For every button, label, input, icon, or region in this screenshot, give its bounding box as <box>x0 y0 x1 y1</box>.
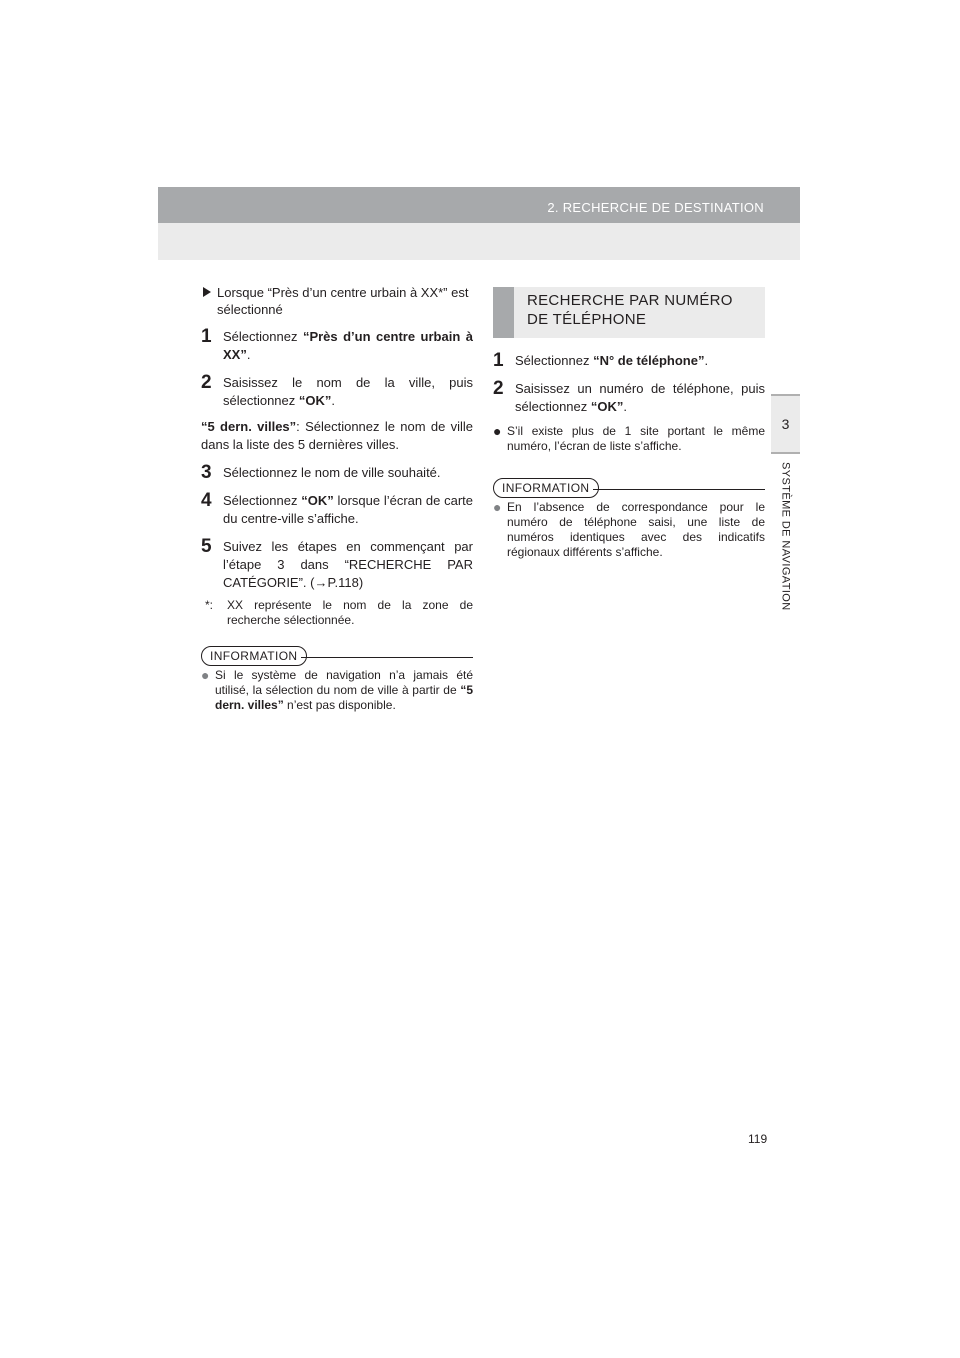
step-text: Sélectionnez <box>223 329 303 344</box>
right-column <box>493 287 765 560</box>
round-bullet-icon: ● <box>201 667 210 683</box>
step-label-bold: “Près d’un centre urbain à XX” <box>223 329 473 362</box>
chapter-tab-bottom-rule <box>771 452 800 454</box>
section-heading-text: RECHERCHE PAR NUMÉRO DE TÉLÉPHONE <box>527 292 733 328</box>
information-label: INFORMATION <box>493 478 599 498</box>
condition-text: Lorsque “Près d’un centre urbain à XX*” est sélectionné <box>217 285 469 317</box>
right-information-box <box>493 478 765 560</box>
information-text: Si le système de navigation n’a jamais été utilisé, la sélection du nom de ville à partir de <box>215 668 473 697</box>
chapter-number-tab <box>771 396 800 452</box>
footnote-text: XX représente le nom de la zone de recherche sélectionnée. <box>227 598 473 627</box>
step-text-end: . <box>623 399 628 414</box>
step-text: Sélectionnez <box>223 493 302 508</box>
step-label-bold: “OK” <box>301 493 334 508</box>
left-step-1 <box>201 328 473 364</box>
note-text: S’il existe plus de 1 site portant le même numéro, l’écran de liste s’affiche. <box>507 424 765 453</box>
footnote-mark: *: <box>205 598 214 612</box>
step-number: 1 <box>493 350 504 371</box>
left-step-2 <box>201 374 473 410</box>
information-label-bold: “5 dern. villes” <box>215 683 473 712</box>
chapter-number: 3 <box>781 416 790 432</box>
page-number: 119 <box>748 1132 768 1146</box>
step-number: 2 <box>493 378 504 399</box>
last-cities-paragraph <box>201 418 473 454</box>
left-step-3 <box>201 464 473 482</box>
information-text: En l’absence de correspondance pour le numéro de téléphone saisi, une liste de numéros identiques avec des indicatifs régionaux différents s’affiche. <box>507 500 765 559</box>
information-item <box>201 668 473 713</box>
step-number: 5 <box>201 536 212 557</box>
left-step-5 <box>201 538 473 592</box>
running-header: 2. RECHERCHE DE DESTINATION <box>547 200 764 215</box>
chapter-title: SYSTÈME DE NAVIGATION <box>779 462 792 611</box>
step-text-end: . <box>704 353 709 368</box>
last-cities-label: “5 dern. villes” <box>201 419 297 434</box>
footnote <box>201 598 473 628</box>
note-item <box>493 424 765 454</box>
right-step-2 <box>493 380 765 416</box>
information-rule <box>593 489 765 490</box>
step-number: 2 <box>201 372 212 393</box>
information-item <box>493 500 765 560</box>
step-text: Sélectionnez <box>515 353 594 368</box>
step-text: Sélectionnez le nom de ville souhaité. <box>223 465 441 480</box>
header-bar <box>158 187 800 223</box>
step-label-bold: “OK” <box>298 393 332 408</box>
condition-line <box>201 284 473 318</box>
step-text: Suivez les étapes en commençant par l’étape 3 dans “RECHERCHE PAR CATÉGORIE”. (→P.118) <box>223 539 473 590</box>
left-information-box <box>201 646 473 713</box>
step-label-bold: “N° de téléphone” <box>593 353 705 368</box>
last-cities-text: : Sélectionnez le nom de ville dans la liste des 5 dernières villes. <box>201 419 473 452</box>
heading-tab <box>493 287 514 338</box>
information-text-end: n’est pas disponible. <box>283 698 396 712</box>
step-text: Saisissez le nom de la ville, puis sélectionnez <box>223 375 473 408</box>
round-bullet-icon: ● <box>493 423 502 439</box>
step-label-bold: “OK” <box>590 399 624 414</box>
information-label: INFORMATION <box>201 646 307 666</box>
step-number: 4 <box>201 490 212 511</box>
round-bullet-icon: ● <box>493 499 502 515</box>
left-step-4 <box>201 492 473 528</box>
step-text-end: lorsque l’écran de carte du centre-ville s’affiche. <box>223 493 473 526</box>
information-rule <box>301 657 473 658</box>
step-text-end: . <box>246 347 251 362</box>
triangle-bullet-icon <box>203 287 211 297</box>
section-heading <box>493 287 765 338</box>
right-step-1 <box>493 352 765 370</box>
step-text-end: . <box>331 393 336 408</box>
step-number: 3 <box>201 462 212 483</box>
header-band <box>158 223 800 260</box>
left-column <box>201 284 473 713</box>
step-number: 1 <box>201 326 212 347</box>
step-text: Saisissez un numéro de téléphone, puis sélectionnez <box>515 381 765 414</box>
